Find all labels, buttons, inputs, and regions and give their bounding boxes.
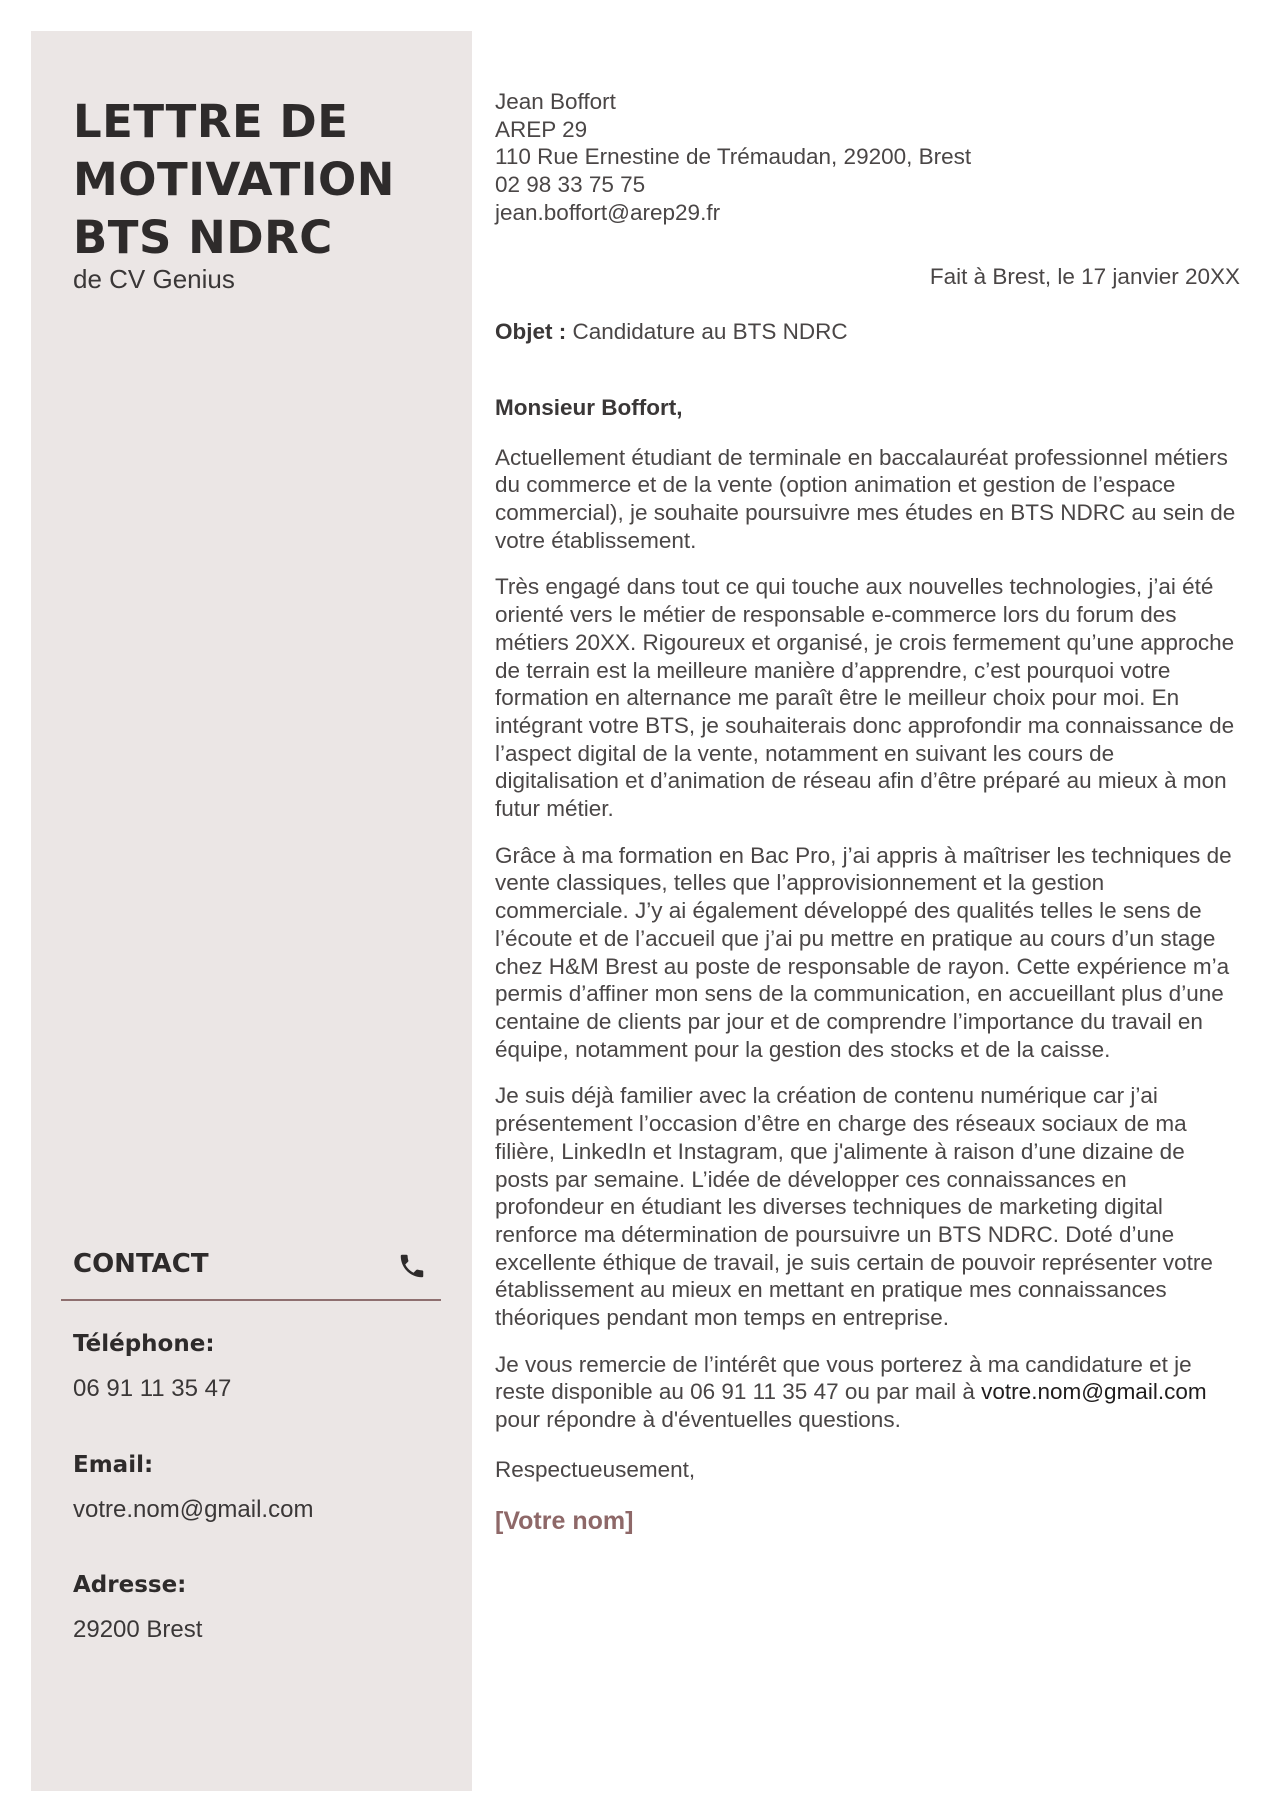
closing: Respectueusement, [495, 1456, 696, 1482]
final-paragraph-end: pour répondre à d'éventuelles questions. [495, 1407, 901, 1433]
sidebar [31, 31, 472, 1791]
paragraph-1: Actuellement étudiant de terminale en baccalauréat professionnel métiers du commerce et de la vente (option animation et gestion de l’espace commercial), je souhaite poursuivre mes études en BTS NDRC au sein de votre établissement. [495, 444, 1236, 553]
document-title: LETTRE DE MOTIVATION BTS NDRC [73, 95, 395, 264]
recipient-block [495, 88, 1240, 227]
address-value: 29200 Brest [73, 1616, 203, 1643]
contact-heading: CONTACT [73, 1249, 209, 1279]
recipient-address: 110 Rue Ernestine de Trémaudan, 29200, Brest [495, 144, 972, 170]
final-paragraph-start: Je vous remercie de l’intérêt que vous porterez à ma candidature et je reste disponible au 06 91 11 35 47 ou par mail à [495, 1351, 1192, 1405]
address-label: Adresse: [73, 1572, 187, 1598]
object-text: Candidature au BTS NDRC [566, 319, 848, 345]
object-label: Objet : [495, 319, 567, 345]
document-subtitle: de CV Genius [73, 264, 235, 294]
paragraph-2: Très engagé dans tout ce qui touche aux nouvelles technologies, j’ai été orienté vers le métier de responsable e-commerce lors du forum des métiers 20XX. Rigoureux et organisé, je crois fermement qu’une approche de terrain est la meilleure manière d’apprendre, c’est pourquoi votre formation en alternance me paraît être le meilleur choix pour moi. En intégrant votre BTS, je souhaiterais donc approfondir ma connaissance de l’aspect digital de la vente, notamment en suivant les cours de digitalisation et d’animation de réseau afin d’être préparé au mieux à mon futur métier. [495, 574, 1235, 822]
salutation: Monsieur Boffort, [495, 394, 683, 420]
phone-icon [397, 1251, 427, 1281]
recipient-email: jean.boffort@arep29.fr [495, 199, 721, 225]
object-line [495, 318, 1240, 346]
email-value: votre.nom@gmail.com [73, 1496, 314, 1523]
email-label: Email: [73, 1452, 154, 1478]
phone-value: 06 91 11 35 47 [73, 1375, 232, 1402]
letter-body [495, 88, 1240, 1535]
recipient-name: Jean Boffort [495, 89, 616, 114]
recipient-phone: 02 98 33 75 75 [495, 172, 646, 198]
paragraph-3: Grâce à ma formation en Bac Pro, j’ai appris à maîtriser les techniques de vente classiques, telles que l’approvisionnement et la gestion commerciale. J’y ai également développé des qualités telles le sens de l’écoute et de l’accueil que j’ai pu mettre en pratique au cours d’un stage chez H&M Brest au poste de responsable de rayon. Cette expérience m’a permis d’affiner mon sens de la communication, en accueillant plus d’une centaine de clients par jour et de comprendre l’importance du travail en équipe, notamment pour la gestion des stocks et de la caisse. [495, 842, 1232, 1062]
final-paragraph-email: votre.nom@gmail.com [981, 1379, 1207, 1405]
phone-label: Téléphone: [73, 1331, 215, 1357]
paragraph-4: Je suis déjà familier avec la création de contenu numérique car j’ai présentement l’occasion d’être en charge des réseaux sociaux de ma filière, LinkedIn et Instagram, que j'alimente à raison d’une dizaine de posts par semaine. L’idée de développer ces connaissances en profondeur en étudiant les diverses techniques de marketing digital renforce ma détermination de poursuivre un BTS NDRC. Doté d’une excellente éthique de travail, je suis certain de pouvoir représenter votre établissement au mieux en mettant en pratique mes connaissances théoriques pendant mon temps en entreprise. [495, 1083, 1213, 1331]
date-line: Fait à Brest, le 17 janvier 20XX [929, 263, 1240, 289]
paragraph-final [495, 1351, 1240, 1434]
contact-section-header [61, 1231, 441, 1301]
recipient-organization: AREP 29 [495, 116, 588, 142]
signature: [Votre nom] [495, 1506, 634, 1535]
